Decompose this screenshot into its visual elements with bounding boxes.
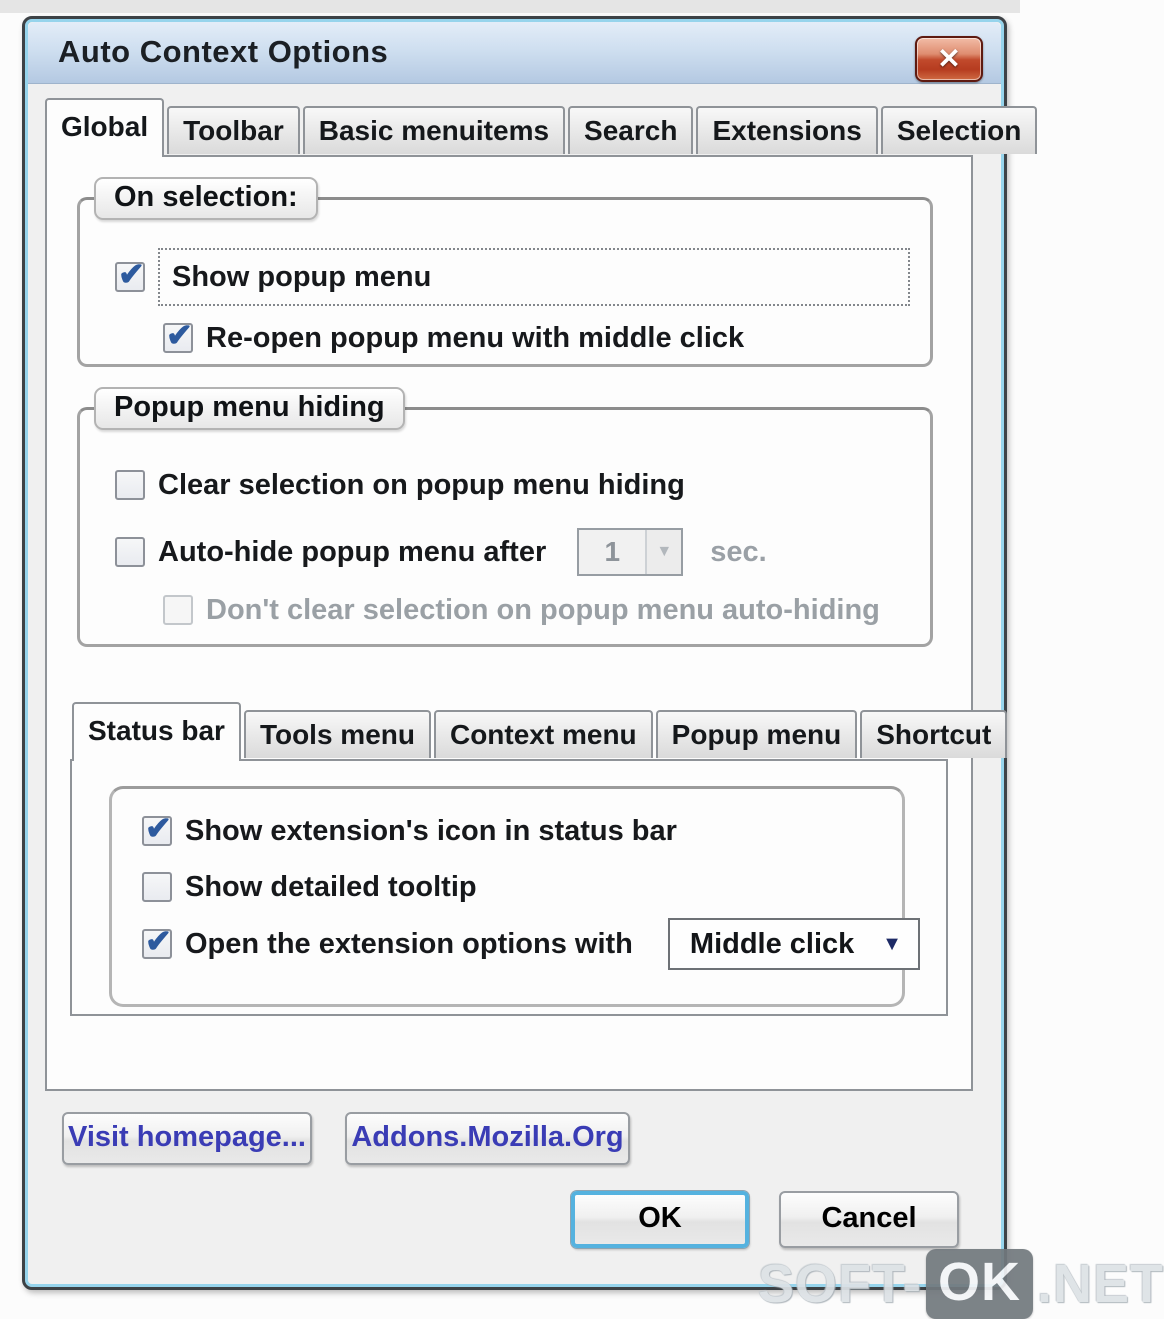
status-bar-options-group <box>109 786 905 1007</box>
tab-label: Status bar <box>88 715 225 746</box>
reopen-popup-label: Re-open popup menu with middle click <box>206 321 745 354</box>
detailed-tooltip-row <box>142 867 477 907</box>
autohide-seconds-spinner[interactable] <box>577 528 683 576</box>
statusbar-icon-label: Show extension's icon in status bar <box>185 814 677 847</box>
watermark-right: .NET <box>1037 1254 1164 1314</box>
tab-search[interactable] <box>568 106 693 154</box>
button-label: Addons.Mozilla.Org <box>351 1121 624 1153</box>
button-label: Visit homepage... <box>68 1121 306 1153</box>
dont-clear-row <box>163 590 880 630</box>
popup-menu-hiding-caption: Popup menu hiding <box>94 387 405 430</box>
tab-label: Global <box>61 111 149 142</box>
status-bar-tab-page <box>70 759 948 1016</box>
popup-menu-hiding-group <box>77 391 933 647</box>
detailed-tooltip-label: Show detailed tooltip <box>185 870 477 903</box>
tab-status-bar[interactable] <box>72 702 241 761</box>
tab-selection[interactable] <box>881 106 1037 154</box>
statusbar-icon-checkbox[interactable] <box>142 810 172 846</box>
seconds-unit-label: sec. <box>710 535 767 568</box>
autohide-row <box>115 526 767 578</box>
tab-context-menu[interactable] <box>434 710 653 758</box>
close-icon: ✕ <box>937 43 961 74</box>
inner-tab-strip <box>72 702 1007 758</box>
tab-label: Tools menu <box>259 719 415 750</box>
show-popup-menu-label: Show popup menu <box>172 260 432 293</box>
open-options-row <box>142 917 920 971</box>
close-button[interactable] <box>915 36 983 82</box>
check-icon: ✔ <box>145 810 172 846</box>
tab-basic-menuitems[interactable] <box>303 106 565 154</box>
autohide-label: Auto-hide popup menu after <box>158 535 547 568</box>
tab-popup-menu[interactable] <box>656 710 858 758</box>
tab-label: Search <box>584 115 678 146</box>
tab-tools-menu[interactable] <box>244 710 431 758</box>
tab-label: Basic menuitems <box>318 115 550 146</box>
tab-label: Shortcut <box>876 719 992 750</box>
on-selection-caption: On selection: <box>94 177 318 220</box>
spinner-dropdown-button[interactable] <box>645 530 681 574</box>
open-options-label: Open the extension options with <box>185 927 633 960</box>
check-icon: ✔ <box>145 923 172 959</box>
clear-selection-checkbox[interactable] <box>115 470 145 500</box>
dropdown-selected-value: Middle click <box>689 927 855 960</box>
open-options-checkbox[interactable] <box>142 923 172 959</box>
tab-label: Context menu <box>449 719 637 750</box>
watermark-left: SOFT- <box>758 1254 922 1314</box>
dont-clear-label: Don't clear selection on popup menu auto-hiding <box>206 593 880 626</box>
background-strip <box>0 0 1020 13</box>
window-title: Auto Context Options <box>58 34 389 69</box>
tab-label: Toolbar <box>183 115 284 146</box>
addons-mozilla-button[interactable] <box>345 1112 630 1165</box>
check-icon: ✔ <box>166 317 193 353</box>
ok-button[interactable] <box>571 1191 749 1248</box>
reopen-popup-checkbox[interactable] <box>163 317 193 353</box>
main-tab-strip <box>45 98 1037 154</box>
tab-global[interactable] <box>45 98 164 157</box>
statusbar-icon-row <box>142 811 677 851</box>
open-with-dropdown[interactable] <box>668 918 920 970</box>
tab-label: Selection <box>896 115 1022 146</box>
clear-selection-row <box>115 465 685 505</box>
tab-label: Popup menu <box>671 719 842 750</box>
soft-ok-net-watermark <box>758 1249 1164 1319</box>
tab-toolbar[interactable] <box>167 106 300 154</box>
titlebar <box>28 22 1001 84</box>
on-selection-group <box>77 181 933 367</box>
focus-rectangle <box>158 248 910 306</box>
detailed-tooltip-checkbox[interactable] <box>142 872 172 902</box>
button-label: OK <box>638 1202 682 1234</box>
dont-clear-checkbox <box>163 595 193 625</box>
options-dialog <box>22 16 1022 1290</box>
reopen-popup-row <box>163 318 744 358</box>
global-tab-page <box>45 155 992 1091</box>
check-icon: ✔ <box>118 256 145 292</box>
tab-shortcut[interactable] <box>860 710 1007 758</box>
tab-extensions[interactable] <box>696 106 877 154</box>
watermark-badge: OK <box>926 1249 1033 1319</box>
chevron-down-icon: ▼ <box>656 543 673 560</box>
chevron-down-icon: ▼ <box>882 932 902 955</box>
tab-label: Extensions <box>712 115 862 146</box>
visit-homepage-button[interactable] <box>62 1112 312 1165</box>
show-popup-menu-row <box>115 248 910 306</box>
show-popup-menu-checkbox[interactable] <box>115 256 145 292</box>
autohide-checkbox[interactable] <box>115 537 145 567</box>
spinner-value: 1 <box>604 536 621 567</box>
clear-selection-label: Clear selection on popup menu hiding <box>158 468 685 501</box>
button-label: Cancel <box>821 1202 917 1234</box>
cancel-button[interactable] <box>779 1191 959 1248</box>
